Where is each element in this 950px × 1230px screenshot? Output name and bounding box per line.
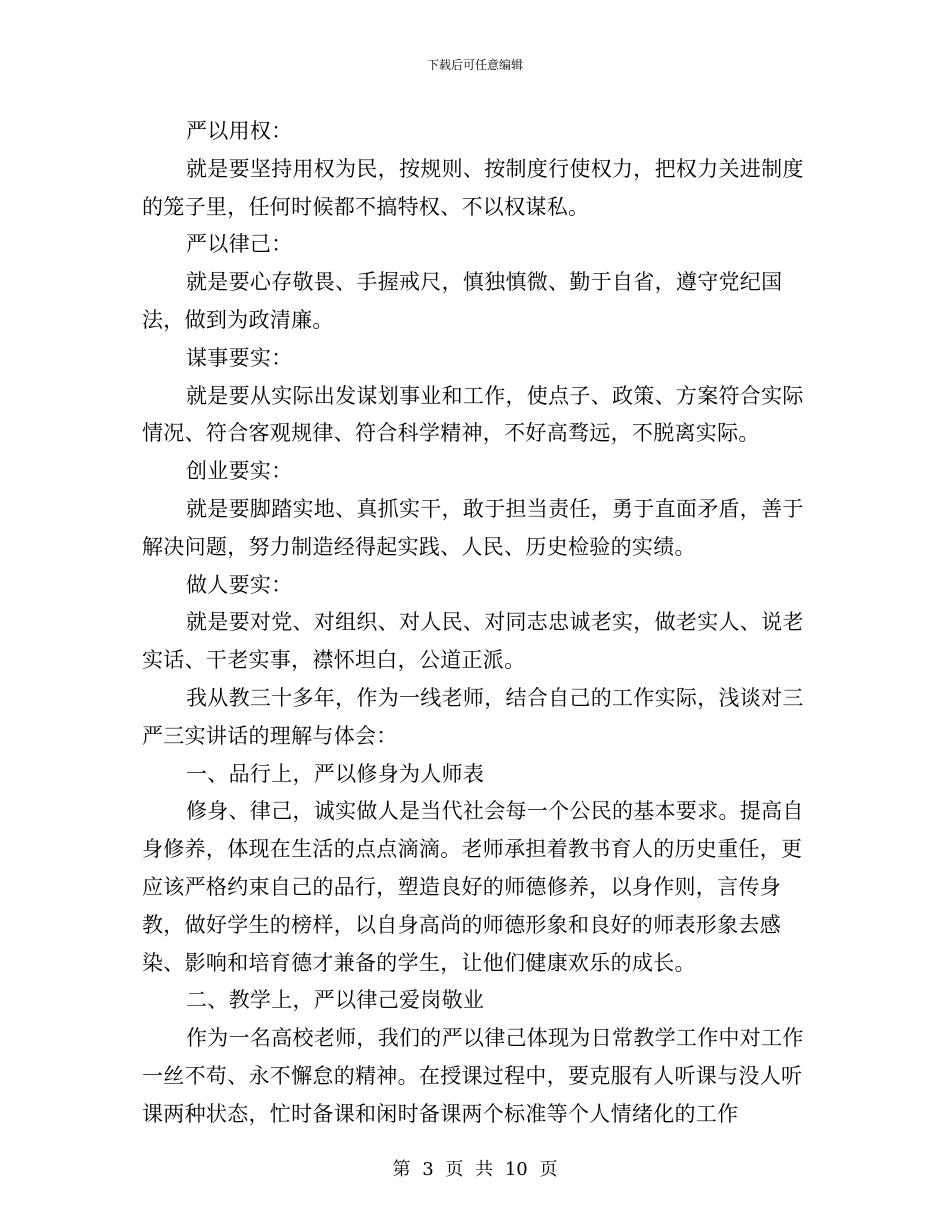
paragraph-enterprise-real: 就是要脚踏实地、真抓实干，敢于担当责任，勇于直面矛盾，善于解决问题，努力制造经得起实践、人民、历史检验的实绩。: [142, 496, 804, 559]
paragraph-section-2: 作为一名高校老师，我们的严以律己体现为日常教学工作中对工作一丝不苟、永不懈怠的精神。在授课过程中，要克服有人听课与没人听课两种状态，忙时备课和闲时备课两个标准等个人情绪化的工作: [142, 1026, 804, 1126]
page-number-footer: 第 3 页 共 10 页: [392, 1159, 558, 1180]
section-heading-2: 二、教学上，严以律己爱岗敬业: [186, 988, 485, 1013]
heading-person-real: 做人要实：: [186, 572, 293, 597]
paragraph-intro: 我从教三十多年，作为一线老师，结合自己的工作实际，浅谈对三严三实讲话的理解与体会：: [142, 685, 804, 748]
heading-plan-real: 谋事要实：: [186, 345, 293, 370]
heading-strict-power: 严以用权：: [186, 119, 293, 143]
page-header: 下载后可任意编辑: [426, 58, 523, 72]
heading-strict-self: 严以律己：: [186, 232, 293, 257]
paragraph-section-1: 修身、律己，诚实做人是当代社会每一个公民的基本要求。提高自身修养，体现在生活的点点滴滴。老师承担着教书育人的历史重任，更应该严格约束自己的品行，塑造良好的师德修养，以身作则，言传身教，做好学生的榜样，以自身高尚的师德形象和良好的师表形象去感染、影响和培育德才兼备的学生，让他们健康欢乐的成长。: [142, 799, 804, 975]
document-body: [142, 113, 806, 1134]
paragraph-plan-real: 就是要从实际出发谋划事业和工作，使点子、政策、方案符合实际情况、符合客观规律、符合科学精神，不好高骛远，不脱离实际。: [142, 383, 804, 446]
paragraph-strict-power: 就是要坚持用权为民，按规则、按制度行使权力，把权力关进制度的笼子里，任何时候都不搞特权、不以权谋私。: [142, 156, 804, 219]
paragraph-person-real: 就是要对党、对组织、对人民、对同志忠诚老实，做老实人、说老实话、干老实事，襟怀坦白，公道正派。: [142, 610, 804, 673]
paragraph-strict-self: 就是要心存敬畏、手握戒尺，慎独慎微、勤于自省，遵守党纪国法，做到为政清廉。: [142, 270, 783, 332]
heading-enterprise-real: 创业要实：: [186, 459, 293, 484]
section-heading-1: 一、品行上，严以修身为人师表: [186, 761, 485, 786]
